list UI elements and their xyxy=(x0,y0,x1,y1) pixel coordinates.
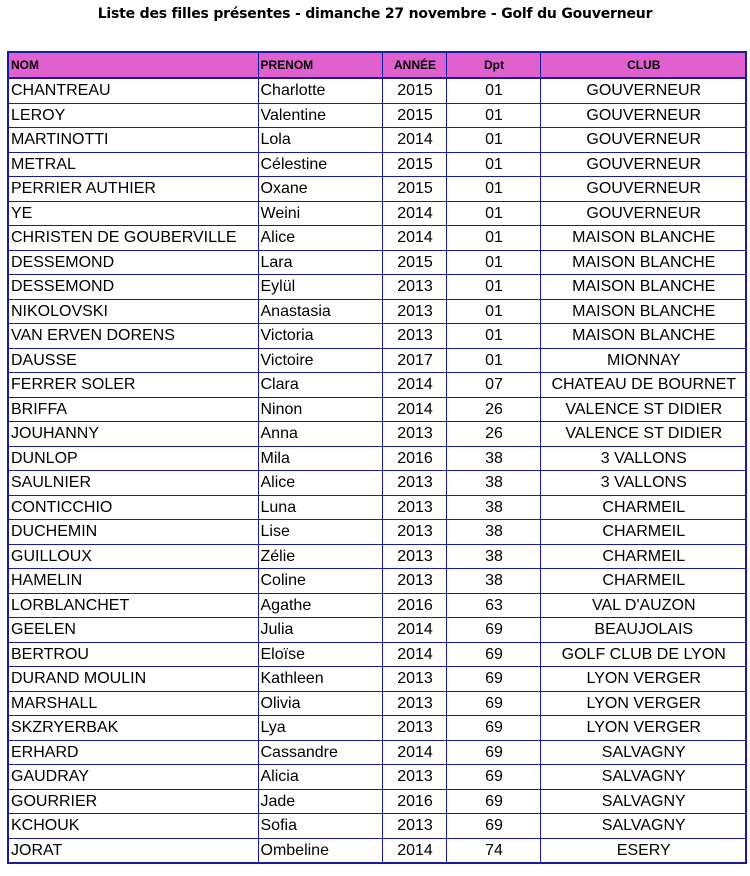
cell-prenom: Sofia xyxy=(258,814,382,839)
column-header-annee: ANNÉE xyxy=(382,52,446,78)
cell-annee: 2013 xyxy=(382,765,446,790)
cell-prenom: Jade xyxy=(258,789,382,814)
cell-prenom: Victoire xyxy=(258,348,382,373)
cell-dpt: 01 xyxy=(446,275,540,300)
cell-annee: 2015 xyxy=(382,103,446,128)
cell-dpt: 01 xyxy=(446,201,540,226)
cell-dpt: 01 xyxy=(446,78,540,103)
cell-dpt: 63 xyxy=(446,593,540,618)
cell-prenom: Mila xyxy=(258,446,382,471)
table-row xyxy=(8,250,746,275)
cell-annee: 2014 xyxy=(382,397,446,422)
cell-dpt: 01 xyxy=(446,177,540,202)
cell-prenom: Ninon xyxy=(258,397,382,422)
cell-nom: GEELEN xyxy=(8,618,258,643)
cell-club: GOLF CLUB DE LYON xyxy=(540,642,746,667)
cell-annee: 2016 xyxy=(382,593,446,618)
cell-club: CHARMEIL xyxy=(540,569,746,594)
cell-club: GOUVERNEUR xyxy=(540,128,746,153)
cell-prenom: Weini xyxy=(258,201,382,226)
table-row xyxy=(8,691,746,716)
cell-club: 3 VALLONS xyxy=(540,471,746,496)
cell-annee: 2013 xyxy=(382,422,446,447)
cell-club: MAISON BLANCHE xyxy=(540,275,746,300)
cell-dpt: 38 xyxy=(446,569,540,594)
cell-nom: PERRIER AUTHIER xyxy=(8,177,258,202)
cell-club: GOUVERNEUR xyxy=(540,152,746,177)
cell-club: GOUVERNEUR xyxy=(540,201,746,226)
cell-club: GOUVERNEUR xyxy=(540,78,746,103)
cell-prenom: Zélie xyxy=(258,544,382,569)
cell-nom: JOUHANNY xyxy=(8,422,258,447)
cell-nom: DURAND MOULIN xyxy=(8,667,258,692)
cell-club: CHARMEIL xyxy=(540,544,746,569)
cell-annee: 2013 xyxy=(382,544,446,569)
table-row xyxy=(8,226,746,251)
cell-club: MIONNAY xyxy=(540,348,746,373)
table-row xyxy=(8,814,746,839)
cell-nom: METRAL xyxy=(8,152,258,177)
table-body xyxy=(8,78,746,863)
cell-prenom: Julia xyxy=(258,618,382,643)
cell-dpt: 26 xyxy=(446,422,540,447)
cell-prenom: Kathleen xyxy=(258,667,382,692)
cell-club: LYON VERGER xyxy=(540,667,746,692)
cell-nom: LEROY xyxy=(8,103,258,128)
column-header-club: CLUB xyxy=(540,52,746,78)
cell-annee: 2017 xyxy=(382,348,446,373)
cell-dpt: 69 xyxy=(446,716,540,741)
cell-annee: 2015 xyxy=(382,250,446,275)
table-row xyxy=(8,128,746,153)
cell-prenom: Cassandre xyxy=(258,740,382,765)
cell-dpt: 69 xyxy=(446,642,540,667)
table-row xyxy=(8,544,746,569)
cell-nom: VAN ERVEN DORENS xyxy=(8,324,258,349)
table-row xyxy=(8,78,746,103)
column-header-nom: NOM xyxy=(8,52,258,78)
cell-nom: CONTICCHIO xyxy=(8,495,258,520)
table-row xyxy=(8,642,746,667)
cell-prenom: Eloïse xyxy=(258,642,382,667)
cell-nom: NIKOLOVSKI xyxy=(8,299,258,324)
cell-dpt: 01 xyxy=(446,103,540,128)
cell-nom: ERHARD xyxy=(8,740,258,765)
cell-nom: HAMELIN xyxy=(8,569,258,594)
cell-nom: MARTINOTTI xyxy=(8,128,258,153)
cell-annee: 2015 xyxy=(382,177,446,202)
cell-dpt: 38 xyxy=(446,446,540,471)
cell-dpt: 26 xyxy=(446,397,540,422)
table-row xyxy=(8,716,746,741)
cell-annee: 2013 xyxy=(382,471,446,496)
cell-prenom: Eylül xyxy=(258,275,382,300)
cell-nom: GUILLOUX xyxy=(8,544,258,569)
cell-club: GOUVERNEUR xyxy=(540,103,746,128)
cell-club: BEAUJOLAIS xyxy=(540,618,746,643)
cell-club: MAISON BLANCHE xyxy=(540,299,746,324)
table-row xyxy=(8,667,746,692)
cell-annee: 2013 xyxy=(382,716,446,741)
table-row xyxy=(8,520,746,545)
table-row xyxy=(8,373,746,398)
cell-dpt: 01 xyxy=(446,348,540,373)
cell-club: CHATEAU DE BOURNET xyxy=(540,373,746,398)
table-row xyxy=(8,177,746,202)
cell-nom: CHANTREAU xyxy=(8,78,258,103)
cell-prenom: Alice xyxy=(258,471,382,496)
cell-prenom: Lya xyxy=(258,716,382,741)
cell-annee: 2013 xyxy=(382,495,446,520)
table-row xyxy=(8,275,746,300)
cell-nom: BERTROU xyxy=(8,642,258,667)
cell-dpt: 69 xyxy=(446,740,540,765)
cell-prenom: Luna xyxy=(258,495,382,520)
cell-nom: JORAT xyxy=(8,838,258,863)
cell-annee: 2013 xyxy=(382,667,446,692)
table-row xyxy=(8,765,746,790)
table-row xyxy=(8,495,746,520)
cell-club: MAISON BLANCHE xyxy=(540,250,746,275)
cell-annee: 2014 xyxy=(382,373,446,398)
table-row xyxy=(8,569,746,594)
cell-prenom: Oxane xyxy=(258,177,382,202)
cell-club: GOUVERNEUR xyxy=(540,177,746,202)
cell-dpt: 69 xyxy=(446,667,540,692)
cell-club: CHARMEIL xyxy=(540,520,746,545)
cell-annee: 2013 xyxy=(382,814,446,839)
cell-dpt: 69 xyxy=(446,765,540,790)
cell-club: LYON VERGER xyxy=(540,691,746,716)
table-row xyxy=(8,446,746,471)
cell-nom: GAUDRAY xyxy=(8,765,258,790)
table-row xyxy=(8,422,746,447)
cell-annee: 2013 xyxy=(382,569,446,594)
cell-nom: BRIFFA xyxy=(8,397,258,422)
column-header-prenom: PRENOM xyxy=(258,52,382,78)
table-row xyxy=(8,324,746,349)
cell-club: SALVAGNY xyxy=(540,765,746,790)
cell-annee: 2013 xyxy=(382,520,446,545)
cell-prenom: Valentine xyxy=(258,103,382,128)
page-title: Liste des filles présentes - dimanche 27 novembre - Golf du Gouverneur xyxy=(97,6,653,22)
table-row xyxy=(8,838,746,863)
cell-prenom: Anna xyxy=(258,422,382,447)
cell-dpt: 38 xyxy=(446,495,540,520)
cell-club: SALVAGNY xyxy=(540,789,746,814)
cell-dpt: 69 xyxy=(446,789,540,814)
cell-annee: 2015 xyxy=(382,152,446,177)
cell-prenom: Lise xyxy=(258,520,382,545)
cell-club: CHARMEIL xyxy=(540,495,746,520)
cell-dpt: 38 xyxy=(446,471,540,496)
cell-prenom: Charlotte xyxy=(258,78,382,103)
cell-nom: DAUSSE xyxy=(8,348,258,373)
participants-table xyxy=(7,51,747,864)
cell-nom: DESSEMOND xyxy=(8,250,258,275)
cell-nom: SAULNIER xyxy=(8,471,258,496)
cell-nom: CHRISTEN DE GOUBERVILLE xyxy=(8,226,258,251)
cell-club: ESERY xyxy=(540,838,746,863)
cell-annee: 2016 xyxy=(382,789,446,814)
cell-annee: 2015 xyxy=(382,78,446,103)
cell-nom: KCHOUK xyxy=(8,814,258,839)
cell-dpt: 07 xyxy=(446,373,540,398)
cell-club: 3 VALLONS xyxy=(540,446,746,471)
cell-prenom: Coline xyxy=(258,569,382,594)
column-header-dpt: Dpt xyxy=(446,52,540,78)
cell-dpt: 38 xyxy=(446,544,540,569)
cell-annee: 2014 xyxy=(382,201,446,226)
table-row xyxy=(8,348,746,373)
cell-annee: 2014 xyxy=(382,618,446,643)
cell-prenom: Lola xyxy=(258,128,382,153)
cell-annee: 2014 xyxy=(382,128,446,153)
cell-nom: MARSHALL xyxy=(8,691,258,716)
cell-prenom: Alice xyxy=(258,226,382,251)
cell-annee: 2013 xyxy=(382,324,446,349)
table-row xyxy=(8,299,746,324)
cell-annee: 2013 xyxy=(382,691,446,716)
table-header-row xyxy=(8,52,746,78)
cell-prenom: Célestine xyxy=(258,152,382,177)
cell-annee: 2013 xyxy=(382,299,446,324)
cell-prenom: Anastasia xyxy=(258,299,382,324)
cell-prenom: Victoria xyxy=(258,324,382,349)
cell-club: SALVAGNY xyxy=(540,814,746,839)
cell-annee: 2014 xyxy=(382,740,446,765)
cell-dpt: 01 xyxy=(446,299,540,324)
cell-club: SALVAGNY xyxy=(540,740,746,765)
cell-club: LYON VERGER xyxy=(540,716,746,741)
cell-prenom: Ombeline xyxy=(258,838,382,863)
table-row xyxy=(8,397,746,422)
cell-dpt: 69 xyxy=(446,691,540,716)
cell-annee: 2016 xyxy=(382,446,446,471)
cell-dpt: 01 xyxy=(446,226,540,251)
cell-annee: 2014 xyxy=(382,838,446,863)
cell-dpt: 69 xyxy=(446,618,540,643)
cell-club: VAL D'AUZON xyxy=(540,593,746,618)
table-row xyxy=(8,471,746,496)
table-row xyxy=(8,740,746,765)
cell-club: VALENCE ST DIDIER xyxy=(540,422,746,447)
cell-dpt: 01 xyxy=(446,128,540,153)
table-row xyxy=(8,103,746,128)
cell-nom: DUNLOP xyxy=(8,446,258,471)
cell-annee: 2013 xyxy=(382,275,446,300)
cell-nom: DUCHEMIN xyxy=(8,520,258,545)
cell-club: VALENCE ST DIDIER xyxy=(540,397,746,422)
cell-nom: SKZRYERBAK xyxy=(8,716,258,741)
cell-prenom: Lara xyxy=(258,250,382,275)
cell-nom: FERRER SOLER xyxy=(8,373,258,398)
cell-prenom: Olivia xyxy=(258,691,382,716)
cell-dpt: 01 xyxy=(446,250,540,275)
cell-nom: YE xyxy=(8,201,258,226)
cell-dpt: 01 xyxy=(446,152,540,177)
table-row xyxy=(8,618,746,643)
cell-prenom: Alicia xyxy=(258,765,382,790)
cell-prenom: Agathe xyxy=(258,593,382,618)
cell-annee: 2014 xyxy=(382,642,446,667)
cell-dpt: 38 xyxy=(446,520,540,545)
table-row xyxy=(8,201,746,226)
cell-nom: LORBLANCHET xyxy=(8,593,258,618)
cell-dpt: 69 xyxy=(446,814,540,839)
table-row xyxy=(8,593,746,618)
cell-nom: GOURRIER xyxy=(8,789,258,814)
cell-dpt: 01 xyxy=(446,324,540,349)
table-row xyxy=(8,789,746,814)
cell-prenom: Clara xyxy=(258,373,382,398)
cell-annee: 2014 xyxy=(382,226,446,251)
cell-nom: DESSEMOND xyxy=(8,275,258,300)
table-row xyxy=(8,152,746,177)
cell-club: MAISON BLANCHE xyxy=(540,324,746,349)
cell-club: MAISON BLANCHE xyxy=(540,226,746,251)
cell-dpt: 74 xyxy=(446,838,540,863)
